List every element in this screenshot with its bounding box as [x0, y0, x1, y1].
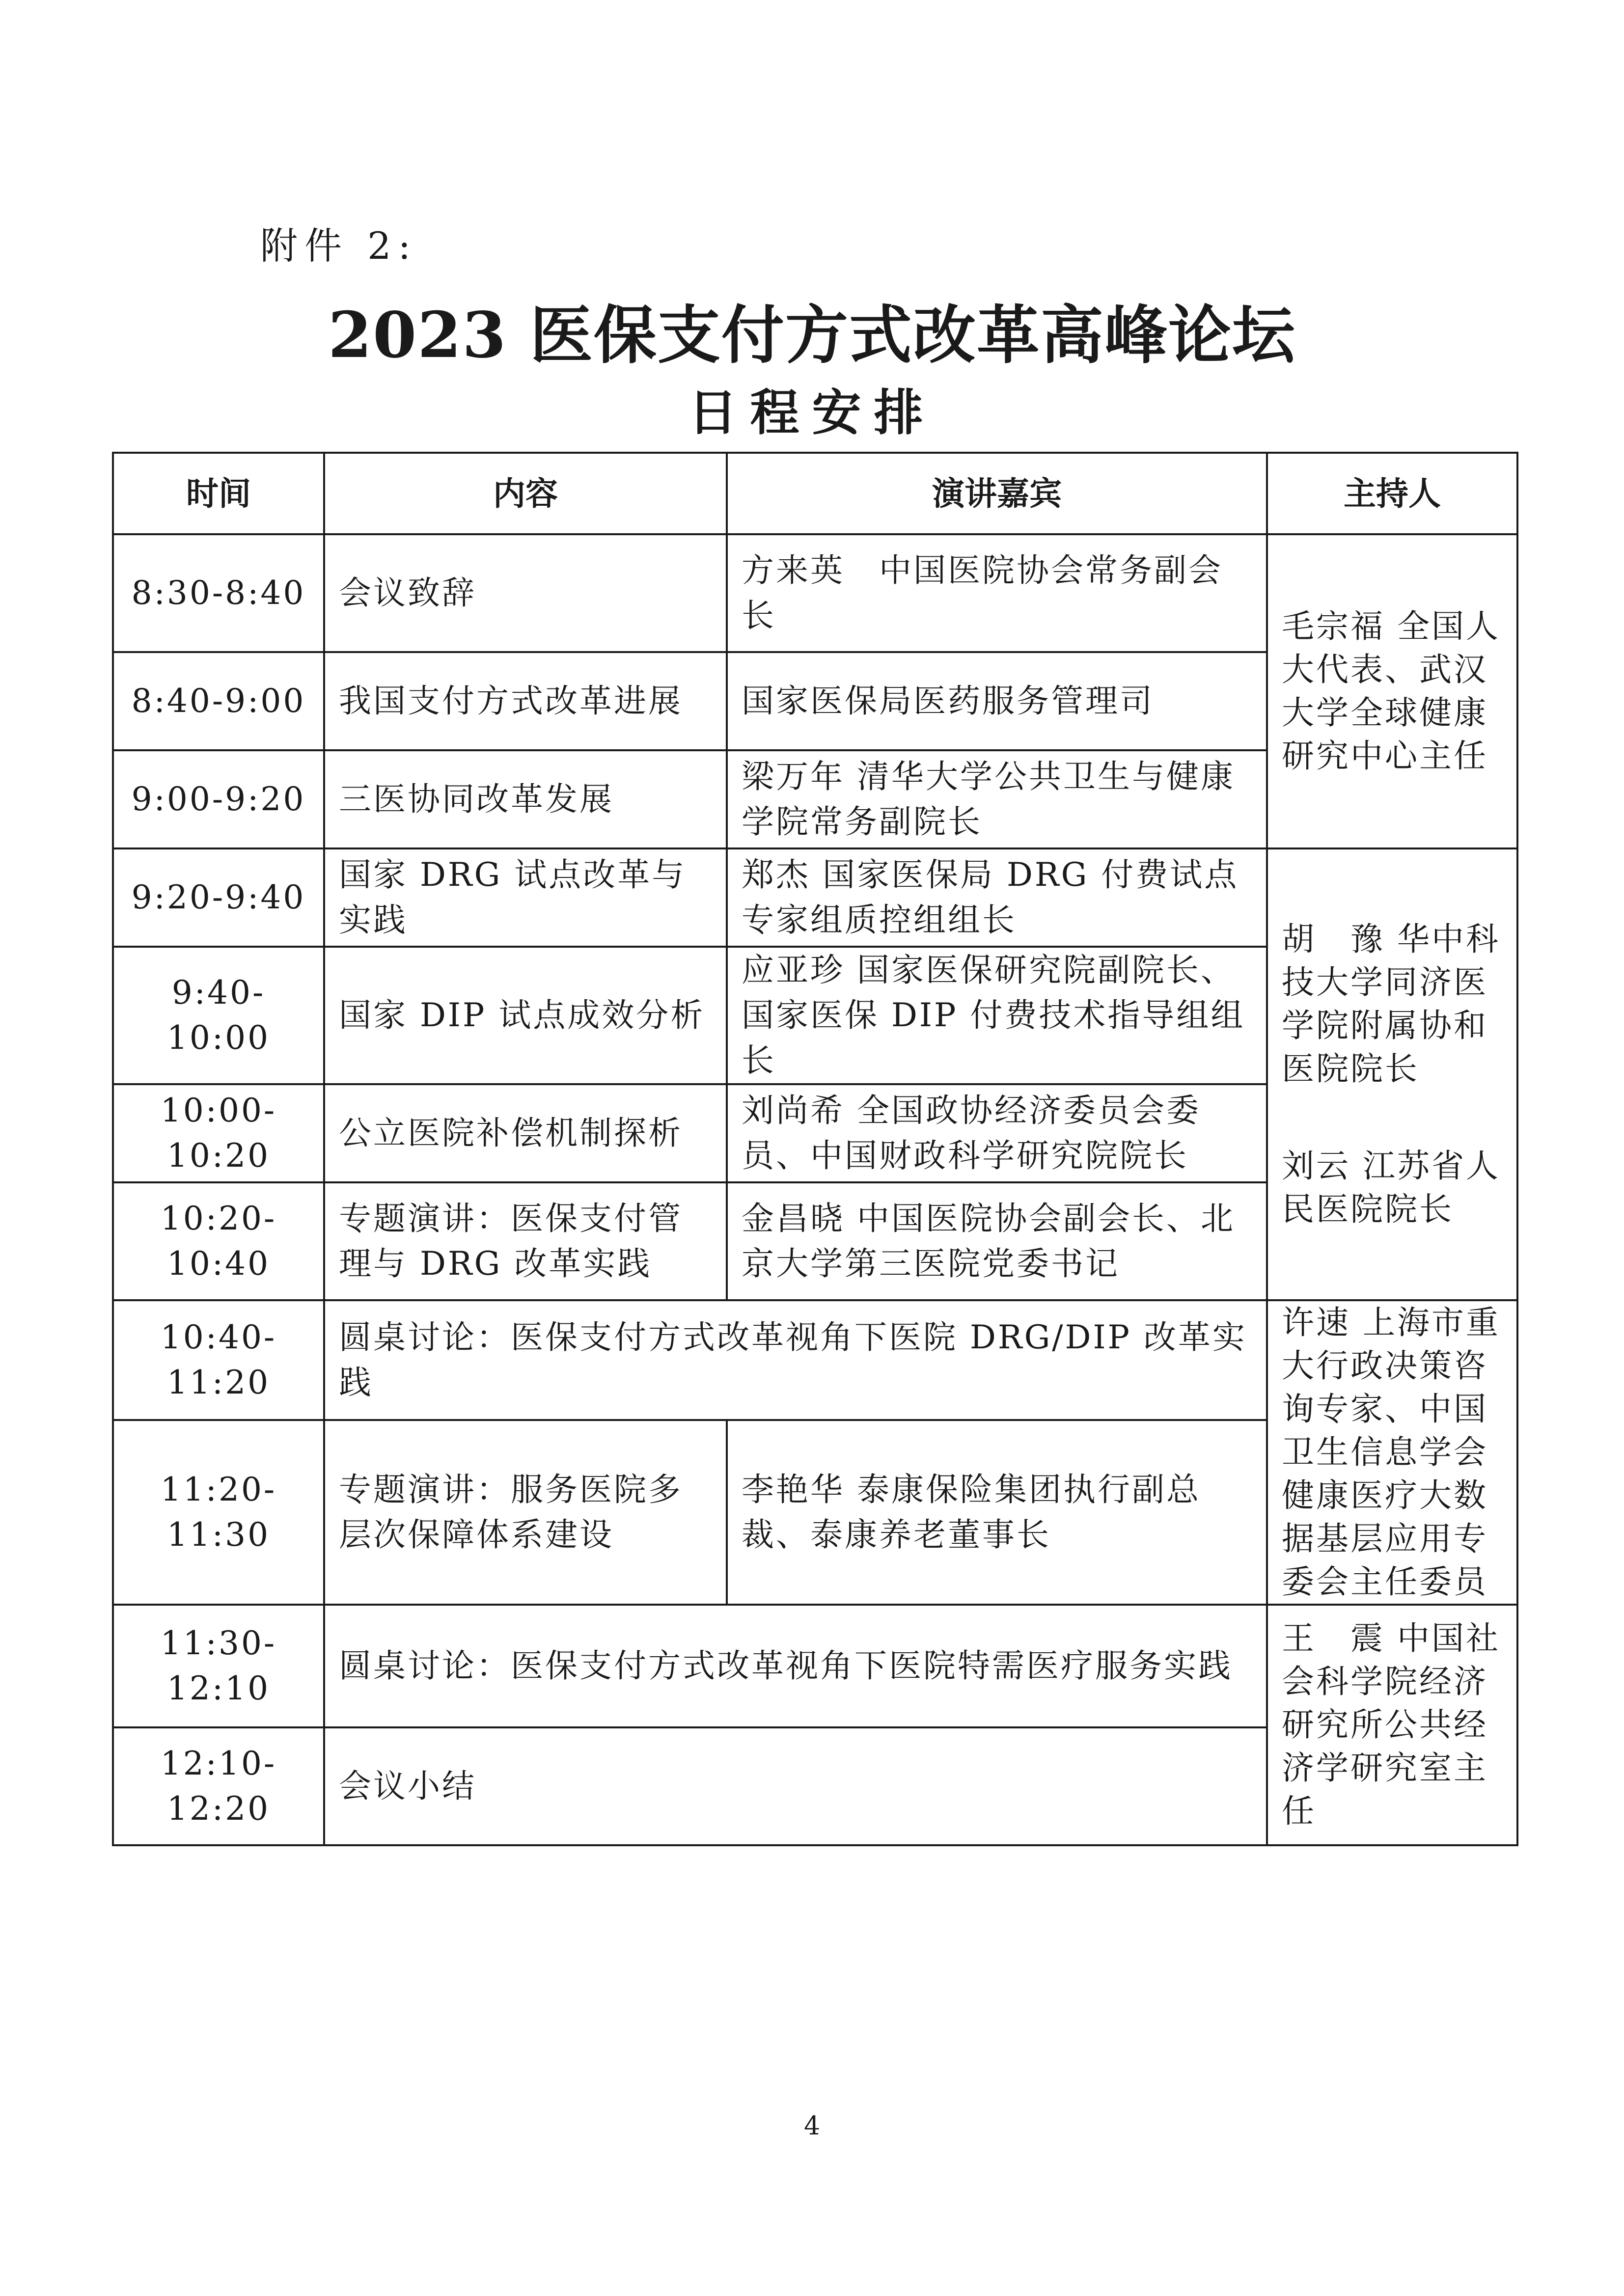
column-header-speaker: 演讲嘉宾	[727, 453, 1267, 534]
host-cell	[1267, 1300, 1517, 1605]
page-subtitle: 日程安排	[688, 383, 936, 441]
column-header-content: 内容	[324, 453, 727, 534]
row-speaker: 梁万年 清华大学公共卫生与健康学院常务副院长	[727, 750, 1267, 848]
table-row	[113, 1605, 1517, 1727]
row-content: 会议小结	[324, 1727, 1267, 1845]
host-name: 许速 上海市重大行政决策咨询专家、中国卫生信息学会健康医疗大数据基层应用专委会主任委员	[1282, 1304, 1500, 1601]
row-content: 国家 DIP 试点成效分析	[324, 947, 727, 1084]
row-content: 三医协同改革发展	[324, 750, 727, 848]
host-cell	[1267, 848, 1517, 1300]
row-content: 专题演讲：服务医院多层次保障体系建设	[324, 1420, 727, 1605]
row-time: 11:20-11:30	[113, 1420, 324, 1605]
schedule-table	[112, 452, 1518, 1846]
row-content: 国家 DRG 试点改革与实践	[324, 848, 727, 947]
row-speaker: 应亚珍 国家医保研究院副院长、国家医保 DIP 付费技术指导组组长	[727, 947, 1267, 1084]
host-cell	[1267, 534, 1517, 848]
table-row	[113, 1300, 1517, 1420]
row-content: 公立医院补偿机制探析	[324, 1084, 727, 1182]
row-content: 圆桌讨论：医保支付方式改革视角下医院 DRG/DIP 改革实践	[324, 1300, 1267, 1420]
row-speaker: 国家医保局医药服务管理司	[727, 652, 1267, 750]
row-time: 10:40-11:20	[113, 1300, 324, 1420]
table-row	[113, 534, 1517, 652]
row-time: 11:30-12:10	[113, 1605, 324, 1727]
row-time: 10:20-10:40	[113, 1182, 324, 1300]
row-time: 8:30-8:40	[113, 534, 324, 652]
row-time: 9:20-9:40	[113, 848, 324, 947]
row-speaker: 李艳华 泰康保险集团执行副总裁、泰康养老董事长	[727, 1420, 1267, 1605]
host-cell	[1267, 1605, 1517, 1845]
row-time: 10:00-10:20	[113, 1084, 324, 1182]
table-row	[113, 848, 1517, 947]
row-time: 9:40-10:00	[113, 947, 324, 1084]
table-header-row	[113, 453, 1517, 534]
row-speaker: 郑杰 国家医保局 DRG 付费试点专家组质控组组长	[727, 848, 1267, 947]
row-speaker: 金昌晓 中国医院协会副会长、北京大学第三医院党委书记	[727, 1182, 1267, 1300]
row-content: 专题演讲：医保支付管理与 DRG 改革实践	[324, 1182, 727, 1300]
host-name: 胡 豫 华中科技大学同济医学院附属协和医院院长	[1282, 920, 1500, 1088]
column-header-time: 时间	[113, 453, 324, 534]
row-time: 9:00-9:20	[113, 750, 324, 848]
page-number: 4	[803, 2111, 821, 2141]
host-name: 刘云 江苏省人民医院院长	[1282, 1147, 1500, 1228]
page-title: 2023 医保支付方式改革高峰论坛	[328, 299, 1296, 372]
host-name: 王 震 中国社会科学院经济研究所公共经济学研究室主任	[1282, 1619, 1500, 1830]
host-name: 毛宗福 全国人大代表、武汉大学全球健康研究中心主任	[1282, 607, 1500, 775]
row-speaker: 方来英 中国医院协会常务副会长	[727, 534, 1267, 652]
row-content: 圆桌讨论：医保支付方式改革视角下医院特需医疗服务实践	[324, 1605, 1267, 1727]
attachment-label: 附件 2:	[260, 224, 418, 268]
row-time: 12:10-12:20	[113, 1727, 324, 1845]
row-speaker: 刘尚希 全国政协经济委员会委员、中国财政科学研究院院长	[727, 1084, 1267, 1182]
column-header-host: 主持人	[1267, 453, 1517, 534]
row-content: 我国支付方式改革进展	[324, 652, 727, 750]
row-content: 会议致辞	[324, 534, 727, 652]
row-time: 8:40-9:00	[113, 652, 324, 750]
